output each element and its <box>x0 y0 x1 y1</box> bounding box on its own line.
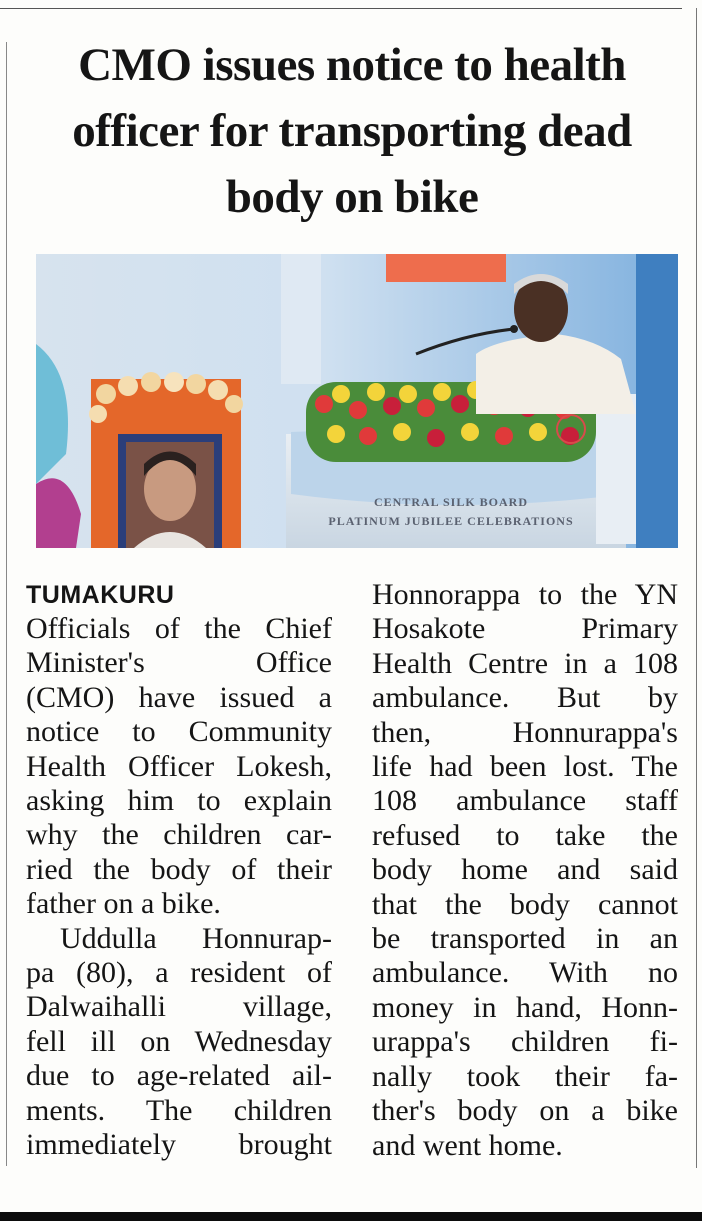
body-line: 108 ambulance staff <box>372 784 678 818</box>
article-column-1 <box>26 578 332 1163</box>
body-line: refused to take the <box>372 818 678 852</box>
body-line: Hosakote Primary <box>372 612 678 646</box>
left-column-rule <box>6 42 7 1166</box>
right-column-rule <box>696 8 697 1168</box>
body-line: ambulance. With no <box>372 956 678 990</box>
body-line: why the children car- <box>26 818 332 852</box>
body-line: life had been lost. The <box>372 750 678 784</box>
body-line: urappa's children fi- <box>372 1025 678 1059</box>
photo-banner-line: CENTRAL SILK BOARD <box>373 495 529 509</box>
body-line: Officials of the Chief <box>26 612 332 645</box>
article-column-2 <box>372 578 678 1163</box>
news-photo <box>36 254 678 548</box>
body-line: Minister's Office <box>26 646 332 680</box>
headline-line: CMO issues notice to health <box>78 39 626 91</box>
body-line: and went home. <box>372 1128 563 1162</box>
body-line: due to age-related ail- <box>26 1059 332 1093</box>
headline <box>20 32 684 230</box>
headline-line: officer for transporting dead <box>72 105 632 157</box>
body-line: ther's body on a bike <box>372 1094 678 1128</box>
body-line: then, Honnurappa's <box>372 715 678 749</box>
body-line: father on a bike. <box>26 887 221 921</box>
body-line: Honnorappa to the YN <box>372 578 678 611</box>
bottom-rule <box>0 1212 702 1221</box>
headline-line: body on bike <box>225 171 479 223</box>
top-rule <box>0 8 682 9</box>
body-line: ambulance. But by <box>372 681 678 715</box>
body-line: asking him to explain <box>26 784 332 818</box>
body-line: pa (80), a resident of <box>26 956 332 990</box>
body-line: fell ill on Wednesday <box>26 1024 332 1058</box>
body-line: (CMO) have issued a <box>26 680 332 714</box>
body-line: notice to Community <box>26 715 332 749</box>
body-line: be transported in an <box>372 922 678 956</box>
body-line: nally took their fa- <box>372 1059 678 1093</box>
body-line: that the body cannot <box>372 887 678 921</box>
body-line: Health Officer Lokesh, <box>26 749 332 783</box>
body-line: immediately brought <box>26 1128 332 1162</box>
body-line: Health Centre in a 108 <box>372 646 678 680</box>
body-line: Dalwaihalli village, <box>26 990 332 1024</box>
dateline: TUMAKURU <box>26 581 175 609</box>
body-line: money in hand, Honn- <box>372 990 678 1024</box>
body-line: ments. The children <box>26 1093 332 1127</box>
body-line: Uddulla Honnurap- <box>60 921 332 955</box>
body-line: body home and said <box>372 853 678 887</box>
body-line: ried the body of their <box>26 852 332 886</box>
photo-banner-line: PLATINUM JUBILEE CELEBRATIONS <box>328 514 574 528</box>
